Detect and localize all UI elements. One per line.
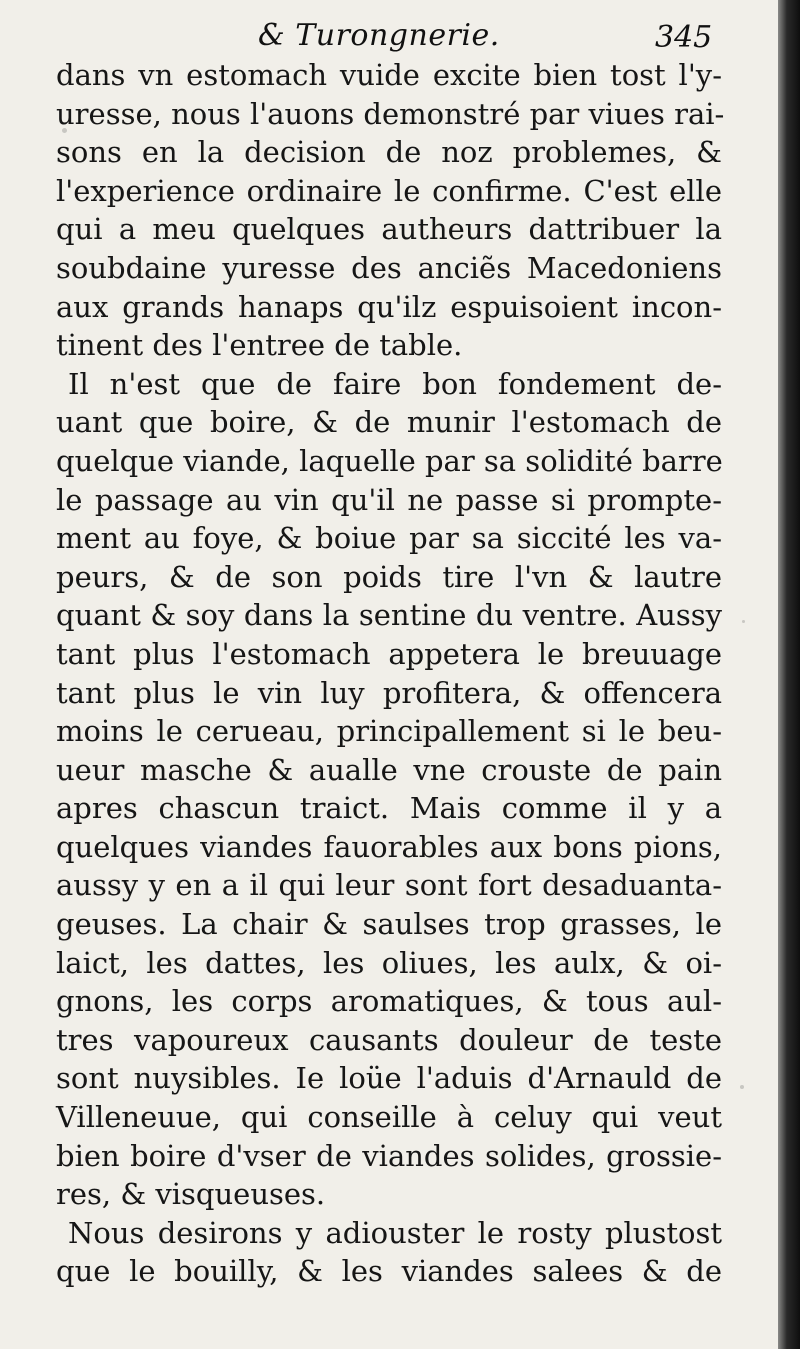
text-line: Il n'est que de faire bon fondement de- (68, 366, 722, 401)
text-line: quant & soy dans la sentine du ventre. Aussy (56, 598, 722, 633)
text-line: uresse, nous l'auons demonstré par viues rai- (56, 96, 725, 131)
paper-speck (58, 1004, 62, 1008)
text-line: res, & visqueuses. (56, 1177, 326, 1212)
text-line: peurs, & de son poids tire l'vn & lautre (56, 559, 722, 594)
text-line: quelques viandes fauorables aux bons pions, (56, 829, 722, 864)
text-line: apres chascun traict. Mais comme il y a (56, 791, 722, 826)
text-line: soubdaine yuresse des anciẽs Macedoniens (56, 250, 722, 285)
text-line: ment au foye, & boiue par sa siccité les va- (56, 521, 722, 556)
text-line: tres vapoureux causants douleur de teste (56, 1022, 722, 1057)
text-line: tant plus le vin luy profitera, & offencera (56, 675, 722, 710)
text-line: bien boire d'vser de viandes solides, grossie- (56, 1138, 722, 1173)
text-line: moins le cerueau, principallement si le beu- (56, 714, 722, 749)
text-line: laict, les dattes, les oliues, les aulx, & oi- (56, 945, 722, 980)
text-line: geuses. La chair & saulses trop grasses, le (56, 907, 722, 942)
text-line: dans vn estomach vuide excite bien tost l'y- (56, 58, 722, 92)
body-text (56, 56, 725, 1291)
paper-speck (62, 128, 67, 133)
text-line: qui a meu quelques autheurs dattribuer la (56, 212, 722, 247)
page-header (0, 14, 778, 54)
text-line: tinent des l'entree de table. (56, 328, 463, 363)
text-line: aux grands hanaps qu'ilz espuisoient incon- (56, 289, 722, 324)
text-line: tant plus l'estomach appetera le breuuage (56, 636, 722, 671)
page-edge-shadow (778, 0, 800, 1349)
text-line: sons en la decision de noz problemes, & (56, 135, 722, 170)
text-line: sont nuysibles. Ie loüe l'aduis d'Arnauld de (56, 1061, 722, 1096)
text-line: quelque viande, laquelle par sa solidité barre (56, 443, 723, 478)
text-line: Villeneuue, qui conseille à celuy qui veut (56, 1100, 722, 1135)
text-line: le passage au vin qu'il ne passe si prompte- (56, 482, 722, 517)
paper-speck (740, 1085, 744, 1089)
text-line: l'experience ordinaire le confirme. C'est elle (56, 173, 722, 208)
running-head: & Turongnerie. (258, 18, 500, 53)
page-number: 345 (655, 20, 713, 55)
text-line: ueur masche & aualle vne crouste de pain (56, 752, 722, 787)
text-line: que le bouilly, & les viandes salees & de (56, 1254, 722, 1289)
text-line: Nous desirons y adiouster le rosty plustost (68, 1215, 722, 1250)
paper-speck (742, 620, 745, 623)
text-line: gnons, les corps aromatiques, & tous aul- (56, 984, 722, 1019)
text-line: aussy y en a il qui leur sont fort desaduanta- (56, 868, 722, 903)
text-line: uant que boire, & de munir l'estomach de (56, 405, 722, 440)
